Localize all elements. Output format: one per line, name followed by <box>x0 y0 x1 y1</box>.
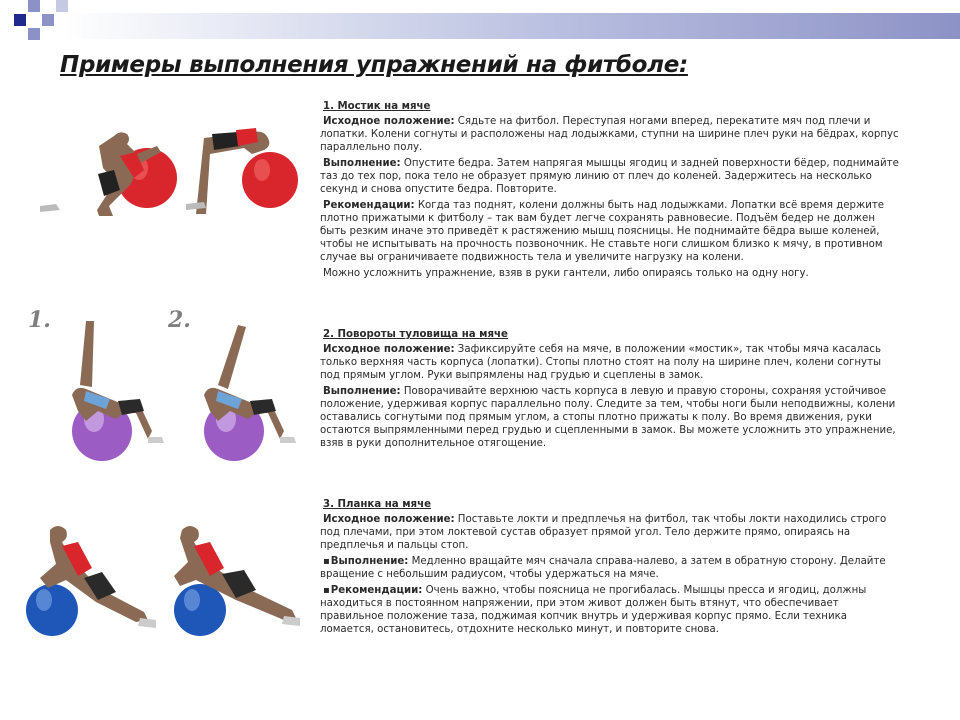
banner-square <box>28 28 40 40</box>
paragraph-label: Выполнение: <box>323 158 401 169</box>
exercise-paragraph <box>320 385 902 450</box>
banner-square <box>28 0 40 12</box>
paragraph-text: Поставьте локти и предплечья на фитбол, так чтобы локти находились строго под плечами, при этом локтевой сустав образует прямой угол. Тело держите прямо, опираясь на предплечья и пальцы стоп. <box>320 514 887 551</box>
paragraph-label: ▪ Рекомендации: <box>323 585 422 596</box>
exercise-title: 1. Мостик на мяче <box>323 101 431 112</box>
fitball-blue <box>174 584 226 636</box>
paragraph-label: Исходное положение: <box>323 116 455 127</box>
paragraph-label: ▪ Выполнение: <box>323 556 408 567</box>
paragraph-text: Поворачивайте верхнюю часть корпуса в левую и правую стороны, сохраняя устойчивое положение, удерживая корпус параллельно полу. Следите за тем, чтобы ноги были неподвижны, колени оставались согнутыми под прямым углом, а стопы плотно прижаты к полу. Во время движения, руки остаются выпрямленными перед грудью и сцепленными в замок. Вы можете усложнить это упражнение, взяв в руки дополнительное отягощение. <box>320 386 896 449</box>
exercise-paragraph <box>320 157 902 196</box>
paragraph-text: Когда таз поднят, колени должны быть над лодыжками. Лопатки всё время держите плотно прижатыми к фитболу – так вам будет легче сохранять равновесие. Подъём бедер не должен быть резким иначе это приведёт к растяжению мышц поясницы. Не поднимайте бёдра выше коленей, чтобы не испытывать на прочность позвоночник. Не ставьте ноги слишком близко к мячу, в противном случае вы ограничиваете подвижность тела и увеличите нагрузку на колени. <box>320 200 885 263</box>
exercise-paragraph <box>320 199 902 264</box>
banner-square <box>14 14 26 26</box>
paragraph-text: Сядьте на фитбол. Переступая ногами вперед, перекатите мяч под плечи и лопатки. Колени согнуты и расположены над лодыжками, ступни на ширине плеч руки на бёдрах, корпус параллельно полу. <box>320 116 899 153</box>
fitball-blue <box>26 584 78 636</box>
exercise-3-illustration <box>22 508 312 648</box>
exercise-2-section <box>320 328 902 453</box>
exercise-3-section <box>320 498 902 639</box>
banner-square <box>56 0 68 12</box>
page-title: Примеры выполнения упражнений на фитболе: <box>60 52 688 78</box>
exercise-paragraph <box>320 115 902 154</box>
exercise-paragraph <box>320 584 902 636</box>
banner-gradient-bar <box>64 13 960 39</box>
exercise-1-section <box>320 100 902 283</box>
paragraph-text: Очень важно, чтобы поясница не прогибалась. Мышцы пресса и ягодиц, должны находиться в постоянном напряжении, при этом живот должен быть втянут, что обеспечивает правильное положение таза, поджимая копчик внутрь и удерживая корпус прямо. Если техника ломается, остановитесь, отдохните несколько минут, и повторите снова. <box>320 585 867 635</box>
paragraph-text: Медленно вращайте мяч сначала справа-налево, а затем в обратную сторону. Делайте вращение с небольшим радиусом, чтобы удержаться на мяче. <box>320 556 886 580</box>
paragraph-label: Выполнение: <box>323 386 401 397</box>
paragraph-label: Исходное положение: <box>323 514 455 525</box>
step-number-label: 1. <box>28 307 51 333</box>
paragraph-label: Рекомендации: <box>323 200 415 211</box>
paragraph-text: Можно усложнить упражнение, взяв в руки гантели, либо опираясь только на одну ногу. <box>323 268 809 279</box>
step-number-label: 2. <box>168 307 191 333</box>
paragraph-text: Зафиксируйте себя на мяче, в положении «мостик», так чтобы мяча касалась только верхняя часть корпуса (лопатки). Стопы плотно стоят на полу на ширине плеч, колени согнуты под прямым углом. Руки выпрямлены над грудью и сцеплены в замок. <box>320 344 882 381</box>
exercise-1-illustration <box>22 108 312 220</box>
exercise-2-illustration <box>22 305 312 475</box>
exercise-paragraph <box>320 267 902 280</box>
exercise-paragraph <box>320 343 902 382</box>
paragraph-text: Опустите бедра. Затем напрягая мышцы ягодиц и задней поверхности бёдер, поднимайте таз до тех пор, пока тело не образует прямую линию от плеч до коленей. Задержитесь на несколько секунд и снова опустите бедра. Повторите. <box>320 158 899 195</box>
exercise-title: 3. Планка на мяче <box>323 499 431 510</box>
slide-banner <box>0 0 960 60</box>
exercise-paragraph <box>320 555 902 581</box>
banner-square <box>42 14 54 26</box>
fitball-red <box>242 152 298 208</box>
exercise-title: 2. Повороты туловища на мяче <box>323 329 508 340</box>
exercise-paragraph <box>320 513 902 552</box>
paragraph-label: Исходное положение: <box>323 344 455 355</box>
